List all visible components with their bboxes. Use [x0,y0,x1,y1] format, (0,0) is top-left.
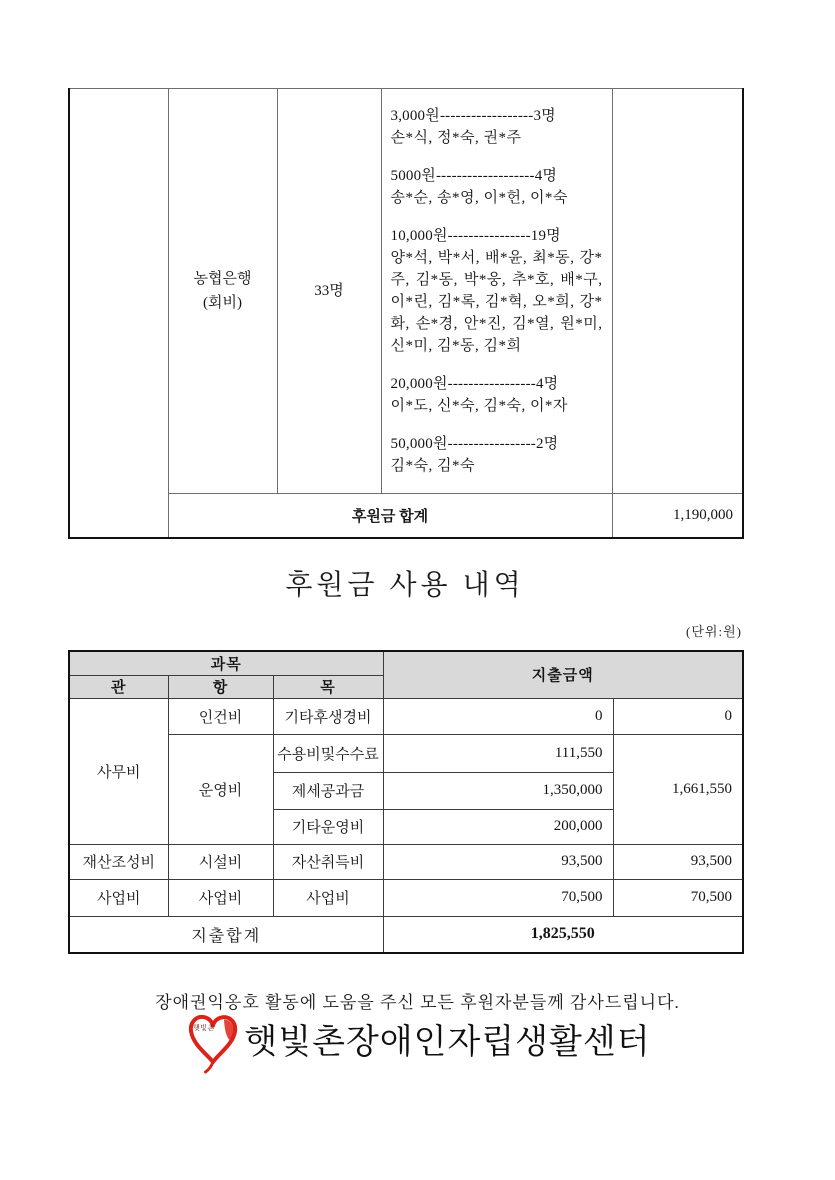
expense-row [69,844,743,879]
donor-names: 이*도, 신*숙, 김*숙, 이*자 [390,398,568,414]
heart-logo-icon [184,1010,242,1076]
amount-line: 3,000원------------------3명 [390,108,556,124]
expense-total-label: 지출합계 [69,916,383,953]
expense-header-row-1 [69,651,743,675]
heart-tail [206,1062,214,1072]
donation-total-value: 1,190,000 [612,494,743,538]
header-mok: 목 [273,675,383,698]
header-hang: 항 [168,675,273,698]
cell-gwan: 사무비 [69,698,168,844]
expense-total-value: 1,825,550 [383,916,743,953]
cell-subtotal: 93,500 [613,844,743,879]
header-gwan: 관 [69,675,168,698]
amount-line: 20,000원-----------------4명 [390,376,559,392]
cell-subtotal: 70,500 [613,879,743,916]
cell-mok: 수용비및수수료 [273,734,383,772]
donor-group-3000 [391,105,603,149]
cell-hang: 인건비 [168,698,273,734]
donation-bank-cell [168,89,277,494]
donor-group-5000 [391,165,603,209]
expense-total-row [69,916,743,953]
cell-amount: 200,000 [383,809,613,844]
cell-mok: 기타운영비 [273,809,383,844]
unit-note: (단위:원) [686,624,742,639]
cell-amount: 70,500 [383,879,613,916]
thanks-note: 장애권익옹호 활동에 도움을 주신 모든 후원자분들께 감사드립니다. [155,993,680,1012]
cell-gwan: 사업비 [69,879,168,916]
bank-type: (회비) [203,295,242,311]
expense-row [69,698,743,734]
donor-count: 33명 [314,283,344,299]
cell-hang: 운영비 [168,734,273,844]
cell-subtotal: 0 [613,698,743,734]
amount-line: 50,000원-----------------2명 [390,436,559,452]
cell-mok: 기타후생경비 [273,698,383,734]
cell-amount: 1,350,000 [383,772,613,809]
donation-col-empty [69,89,168,538]
org-logo [0,1010,835,1076]
donor-detail-cell [381,89,612,494]
cell-mok: 제세공과금 [273,772,383,809]
amount-line: 10,000원----------------19명 [390,228,561,244]
expense-row [69,879,743,916]
cell-mok: 사업비 [273,879,383,916]
heart-label: 햇빛촌 [193,1024,216,1032]
donor-count-cell [277,89,381,494]
header-subject: 과목 [69,651,383,675]
amount-line: 5000원-------------------4명 [390,168,558,184]
expense-table [68,650,744,954]
org-name: 햇빛촌장애인자립생활센터 [244,1024,651,1061]
donor-names: 양*석, 박*서, 배*윤, 최*동, 강*주, 김*동, 박*웅, 추*호, 배*구, 이*린, 김*록, 김*혁, 오*희, 강*화, 손*경, 안*진, 김*열, 원*미, 신*미, 김*동, 김*희 [390,250,603,354]
bank-name: 농협은행 [193,271,252,287]
donor-names: 김*숙, 김*숙 [390,458,475,474]
cell-hang: 사업비 [168,879,273,916]
header-amount: 지출금액 [383,651,743,698]
donor-names: 손*식, 정*숙, 권*주 [390,130,522,146]
cell-hang: 시설비 [168,844,273,879]
donor-group-50000 [391,433,603,477]
expense-row [69,734,743,772]
donation-total-row [69,494,743,538]
donor-group-20000 [391,373,603,417]
donation-total-label: 후원금 합계 [168,494,612,538]
cell-gwan: 재산조성비 [69,844,168,879]
donation-row [69,89,743,494]
cell-amount: 0 [383,698,613,734]
donation-table [68,88,744,539]
page-title: 후원금 사용 내역 [285,570,525,601]
cell-amount: 93,500 [383,844,613,879]
donor-names: 송*순, 송*영, 이*헌, 이*숙 [390,190,568,206]
cell-amount: 111,550 [383,734,613,772]
cell-subtotal: 1,661,550 [613,734,743,844]
cell-mok: 자산취득비 [273,844,383,879]
donor-group-10000 [391,225,603,357]
donation-amount-cell-empty [612,89,743,494]
